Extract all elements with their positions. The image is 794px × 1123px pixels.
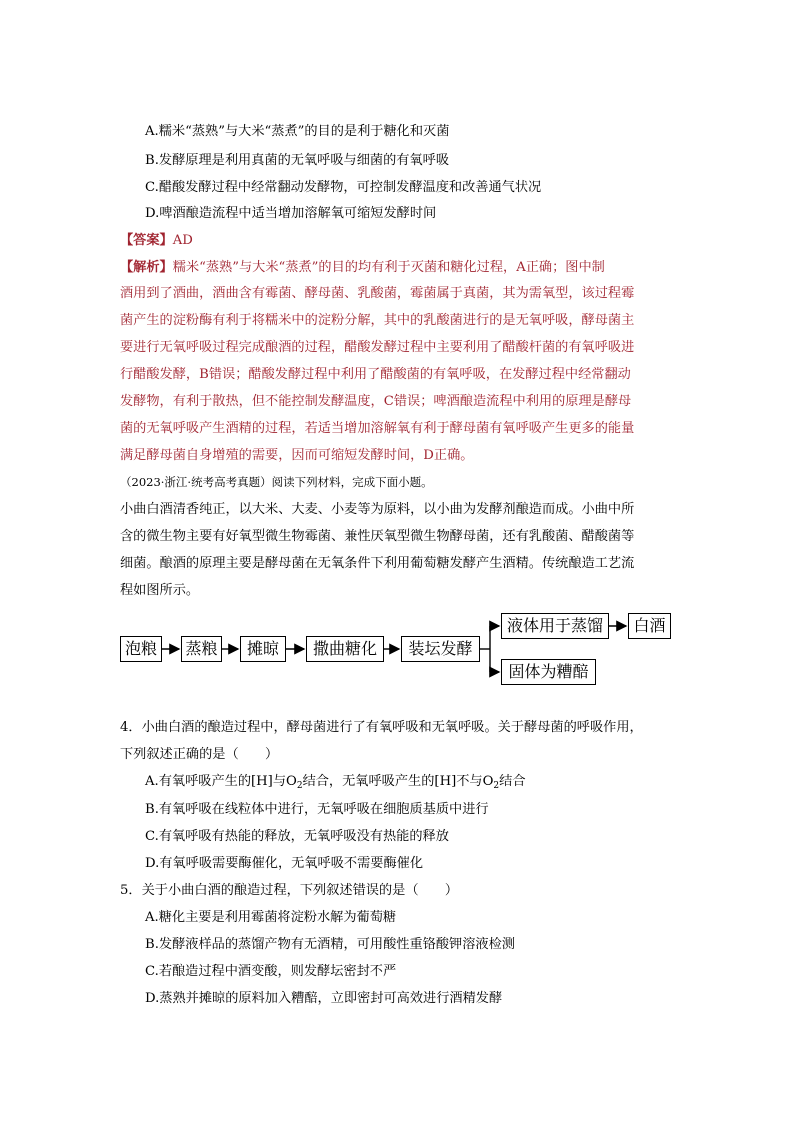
answer-value: AD	[172, 233, 193, 248]
flow-step-4: 撒曲糖化	[306, 636, 384, 662]
material-line-2: 含的微生物主要有好氧型微生物霉菌、兼性厌氧型微生物酵母菌，还有乳酸菌、醋酸菌等	[120, 529, 635, 544]
flow-branch-liquid: 液体用于蒸馏	[501, 613, 609, 639]
q4-option-b: B.有氧呼吸在线粒体中进行，无氧呼吸在细胞质基质中进行	[145, 802, 489, 817]
analysis-line-1: 【解析】糯米“蒸熟”与大米“蒸煮”的目的均有利于灭菌和糖化过程，A正确；图中制	[120, 260, 605, 275]
material-line-1: 小曲白酒清香纯正，以大米、大麦、小麦等为原料，以小曲为发酵剂酿造而成。小曲中所	[120, 502, 635, 517]
flow-final-baijiu: 白酒	[628, 613, 671, 639]
flow-step-1: 泡粮	[120, 636, 162, 662]
flow-step-3: 摊晾	[240, 636, 286, 662]
q5-option-c: C.若酿造过程中酒变酸，则发酵坛密封不严	[145, 964, 397, 979]
flow-step-2: 蒸粮	[181, 636, 222, 662]
material-line-4: 程如图所示。	[120, 583, 200, 598]
analysis-line-5: 行醋酸发酵，B错误；醋酸发酵过程中利用了醋酸菌的有氧呼吸，在发酵过程中经常翻动	[120, 367, 631, 382]
analysis-line-4: 要进行无氧呼吸过程完成酿酒的过程，醋酸发酵过程中主要利用了醋酸杆菌的有氧呼吸进	[120, 340, 635, 355]
q5-option-b: B.发酵液样品的蒸馏产物有无酒精，可用酸性重铬酸钾溶液检测	[145, 937, 515, 952]
answer-label: 【答案】	[120, 233, 173, 248]
source-note: （2023·浙江·统考高考真题）阅读下列材料，完成下面小题。	[120, 475, 433, 489]
q4-stem-line-1: 4．小曲白酒的酿造过程中，酵母菌进行了有氧呼吸和无氧呼吸。关于酵母菌的呼吸作用，	[120, 720, 643, 735]
q5-stem: 5．关于小曲白酒的酿造过程，下列叙述错误的是（ ）	[120, 883, 459, 898]
q4-option-a: A.有氧呼吸产生的[H]与$O_2$结合，无氧呼吸产生的[H]不与$O_2$结合	[145, 774, 526, 791]
analysis-line-7: 菌的无氧呼吸产生酒精的过程，若适当增加溶解氧有利于酵母菌有氧呼吸产生更多的能量	[120, 421, 635, 436]
q4-option-c: C.有氧呼吸有热能的释放，无氧呼吸没有热能的释放	[145, 829, 449, 844]
analysis-line-2: 酒用到了酒曲，酒曲含有霉菌、酵母菌、乳酸菌，霉菌属于真菌，其为需氧型，该过程霉	[120, 286, 635, 301]
material-line-3: 细菌。酿酒的原理主要是酵母菌在无氧条件下利用葡萄糖发酵产生酒精。传统酿造工艺流	[120, 556, 635, 571]
analysis-label: 【解析】	[120, 260, 173, 275]
analysis-line-3: 菌产生的淀粉酶有利于将糯米中的淀粉分解，其中的乳酸菌进行的是无氧呼吸，酵母菌主	[120, 313, 635, 328]
analysis-line-8: 满足酵母菌自身增殖的需要，因而可缩短发酵时间，D正确。	[120, 448, 474, 463]
q5-option-d: D.蒸熟并摊晾的原料加入糟醅，立即密封可高效进行酒精发酵	[145, 991, 503, 1006]
analysis-line-6: 发酵物，有利于散热，但不能控制发酵温度，C错误；啤酒酿造流程中利用的原理是酵母	[120, 394, 632, 409]
q3-option-d: D.啤酒酿造流程中适当增加溶解氧可缩短发酵时间	[145, 206, 437, 221]
flow-step-5: 装坛发酵	[401, 636, 480, 662]
q5-option-a: A.糖化主要是利用霉菌将淀粉水解为葡萄糖	[145, 910, 397, 925]
q4-stem-line-2: 下列叙述正确的是（ ）	[120, 747, 279, 762]
q3-option-a: A.糯米“蒸熟”与大米“蒸煮”的目的是利于糖化和灭菌	[145, 124, 450, 139]
q3-option-c: C.醋酸发酵过程中经常翻动发酵物，可控制发酵温度和改善通气状况	[145, 180, 542, 195]
flow-branch-solid: 固体为糟醅	[501, 659, 596, 685]
q3-option-b: B.发酵原理是利用真菌的无氧呼吸与细菌的有氧呼吸	[145, 153, 450, 168]
q4-option-d: D.有氧呼吸需要酶催化，无氧呼吸不需要酶催化	[145, 856, 424, 871]
